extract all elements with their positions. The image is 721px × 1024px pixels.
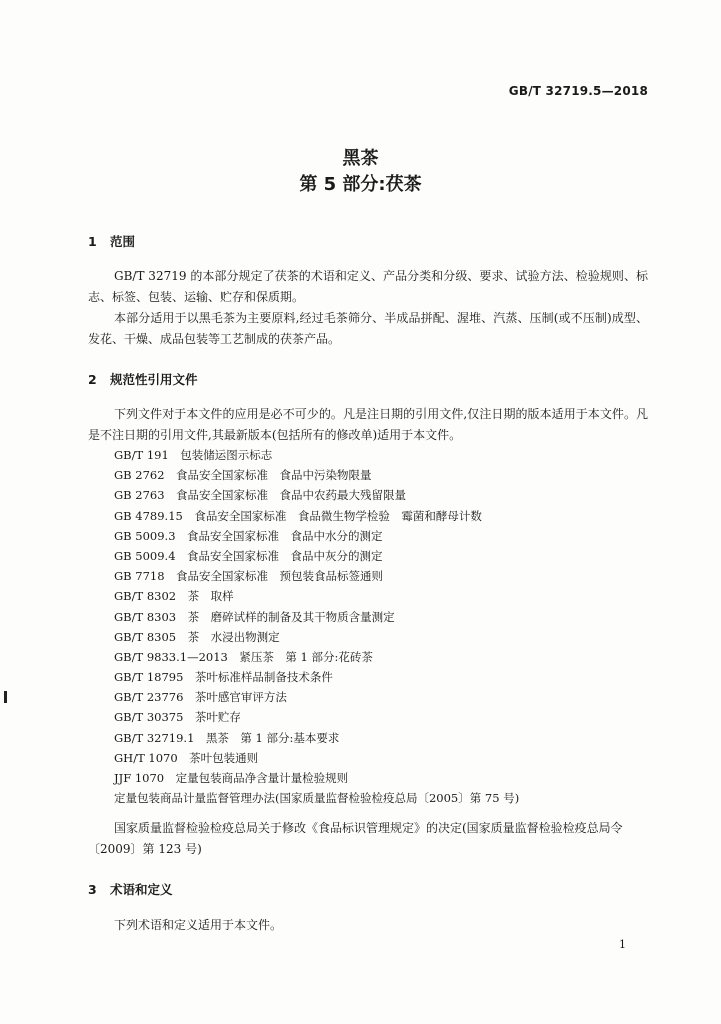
section-2-paragraph-1: 下列文件对于本文件的应用是必不可少的。凡是注日期的引用文件,仅注日期的版本适用于本文件。凡是不注日期的引用文件,其最新版本(包括所有的修改单)适用于本文件。: [88, 407, 648, 442]
reference-item: GB/T 191 包装储运图示标志: [114, 448, 273, 462]
section-1-paragraph-2: 本部分适用于以黑毛茶为主要原料,经过毛茶筛分、半成品拼配、渥堆、汽蒸、压制(或不压制)成型、发花、干燥、成品包装等工艺制成的茯茶产品。: [88, 311, 648, 346]
reference-item: JJF 1070 定量包装商品净含量计量检验规则: [114, 771, 349, 785]
section-number: 2: [88, 372, 97, 387]
section-title: 术语和定义: [110, 882, 173, 897]
reference-item: GB/T 23776 茶叶感官审评方法: [114, 690, 287, 705]
reference-item-long: 国家质量监督检验检疫总局关于修改《食品标识管理规定》的决定(国家质量监督检验检疫总局令〔2009〕第 123 号): [88, 821, 623, 856]
reference-item: GB/T 32719.1 黑茶 第 1 部分:基本要求: [114, 730, 340, 745]
reference-list: [114, 445, 674, 808]
reference-item: 定量包装商品计量监督管理办法(国家质量监督检验检疫总局〔2005〕第 75 号): [114, 791, 520, 806]
reference-item: GB/T 8303 茶 磨碎试样的制备及其干物质含量测定: [114, 609, 395, 624]
reference-item: GH/T 1070 茶叶包装通则: [114, 750, 259, 765]
section-number: 1: [88, 234, 97, 249]
section-1-paragraph-1: GB/T 32719 的本部分规定了茯茶的术语和定义、产品分类和分级、要求、试验方法、检验规则、标志、标签、包装、运输、贮存和保质期。: [88, 269, 648, 304]
reference-item: GB 2762 食品安全国家标准 食品中污染物限量: [114, 468, 372, 483]
reference-item: GB 2763 食品安全国家标准 食品中农药最大残留限量: [114, 488, 407, 503]
section-1-heading: [88, 232, 135, 250]
reference-item: GB 5009.3 食品安全国家标准 食品中水分的测定: [114, 528, 383, 543]
section-3-paragraph-1: 下列术语和定义适用于本文件。: [114, 918, 283, 932]
section-title: 范围: [110, 234, 136, 249]
reference-item: GB 7718 食品安全国家标准 预包装食品标签通则: [114, 569, 384, 584]
section-number: 3: [88, 882, 97, 897]
document-subtitle: 第 5 部分:茯茶: [299, 174, 422, 195]
reference-item: GB/T 18795 茶叶标准样品制备技术条件: [114, 670, 333, 685]
page-number: 1: [619, 938, 626, 951]
reference-item: GB/T 8305 茶 水浸出物测定: [114, 629, 280, 644]
document-title: 黑茶: [342, 148, 379, 169]
reference-item: GB/T 9833.1—2013 紧压茶 第 1 部分:花砖茶: [114, 649, 373, 664]
reference-item: GB/T 8302 茶 取样: [114, 589, 234, 604]
section-2-heading: [88, 370, 198, 388]
section-3-heading: [88, 880, 173, 898]
reference-item: GB/T 30375 茶叶贮存: [114, 710, 241, 725]
section-title: 规范性引用文件: [110, 372, 198, 387]
reference-item: GB 5009.4 食品安全国家标准 食品中灰分的测定: [114, 548, 383, 563]
reference-item: GB 4789.15 食品安全国家标准 食品微生物学检验 霉菌和酵母计数: [114, 508, 482, 523]
scan-mark: [4, 691, 7, 703]
standard-code: GB/T 32719.5—2018: [508, 84, 648, 98]
